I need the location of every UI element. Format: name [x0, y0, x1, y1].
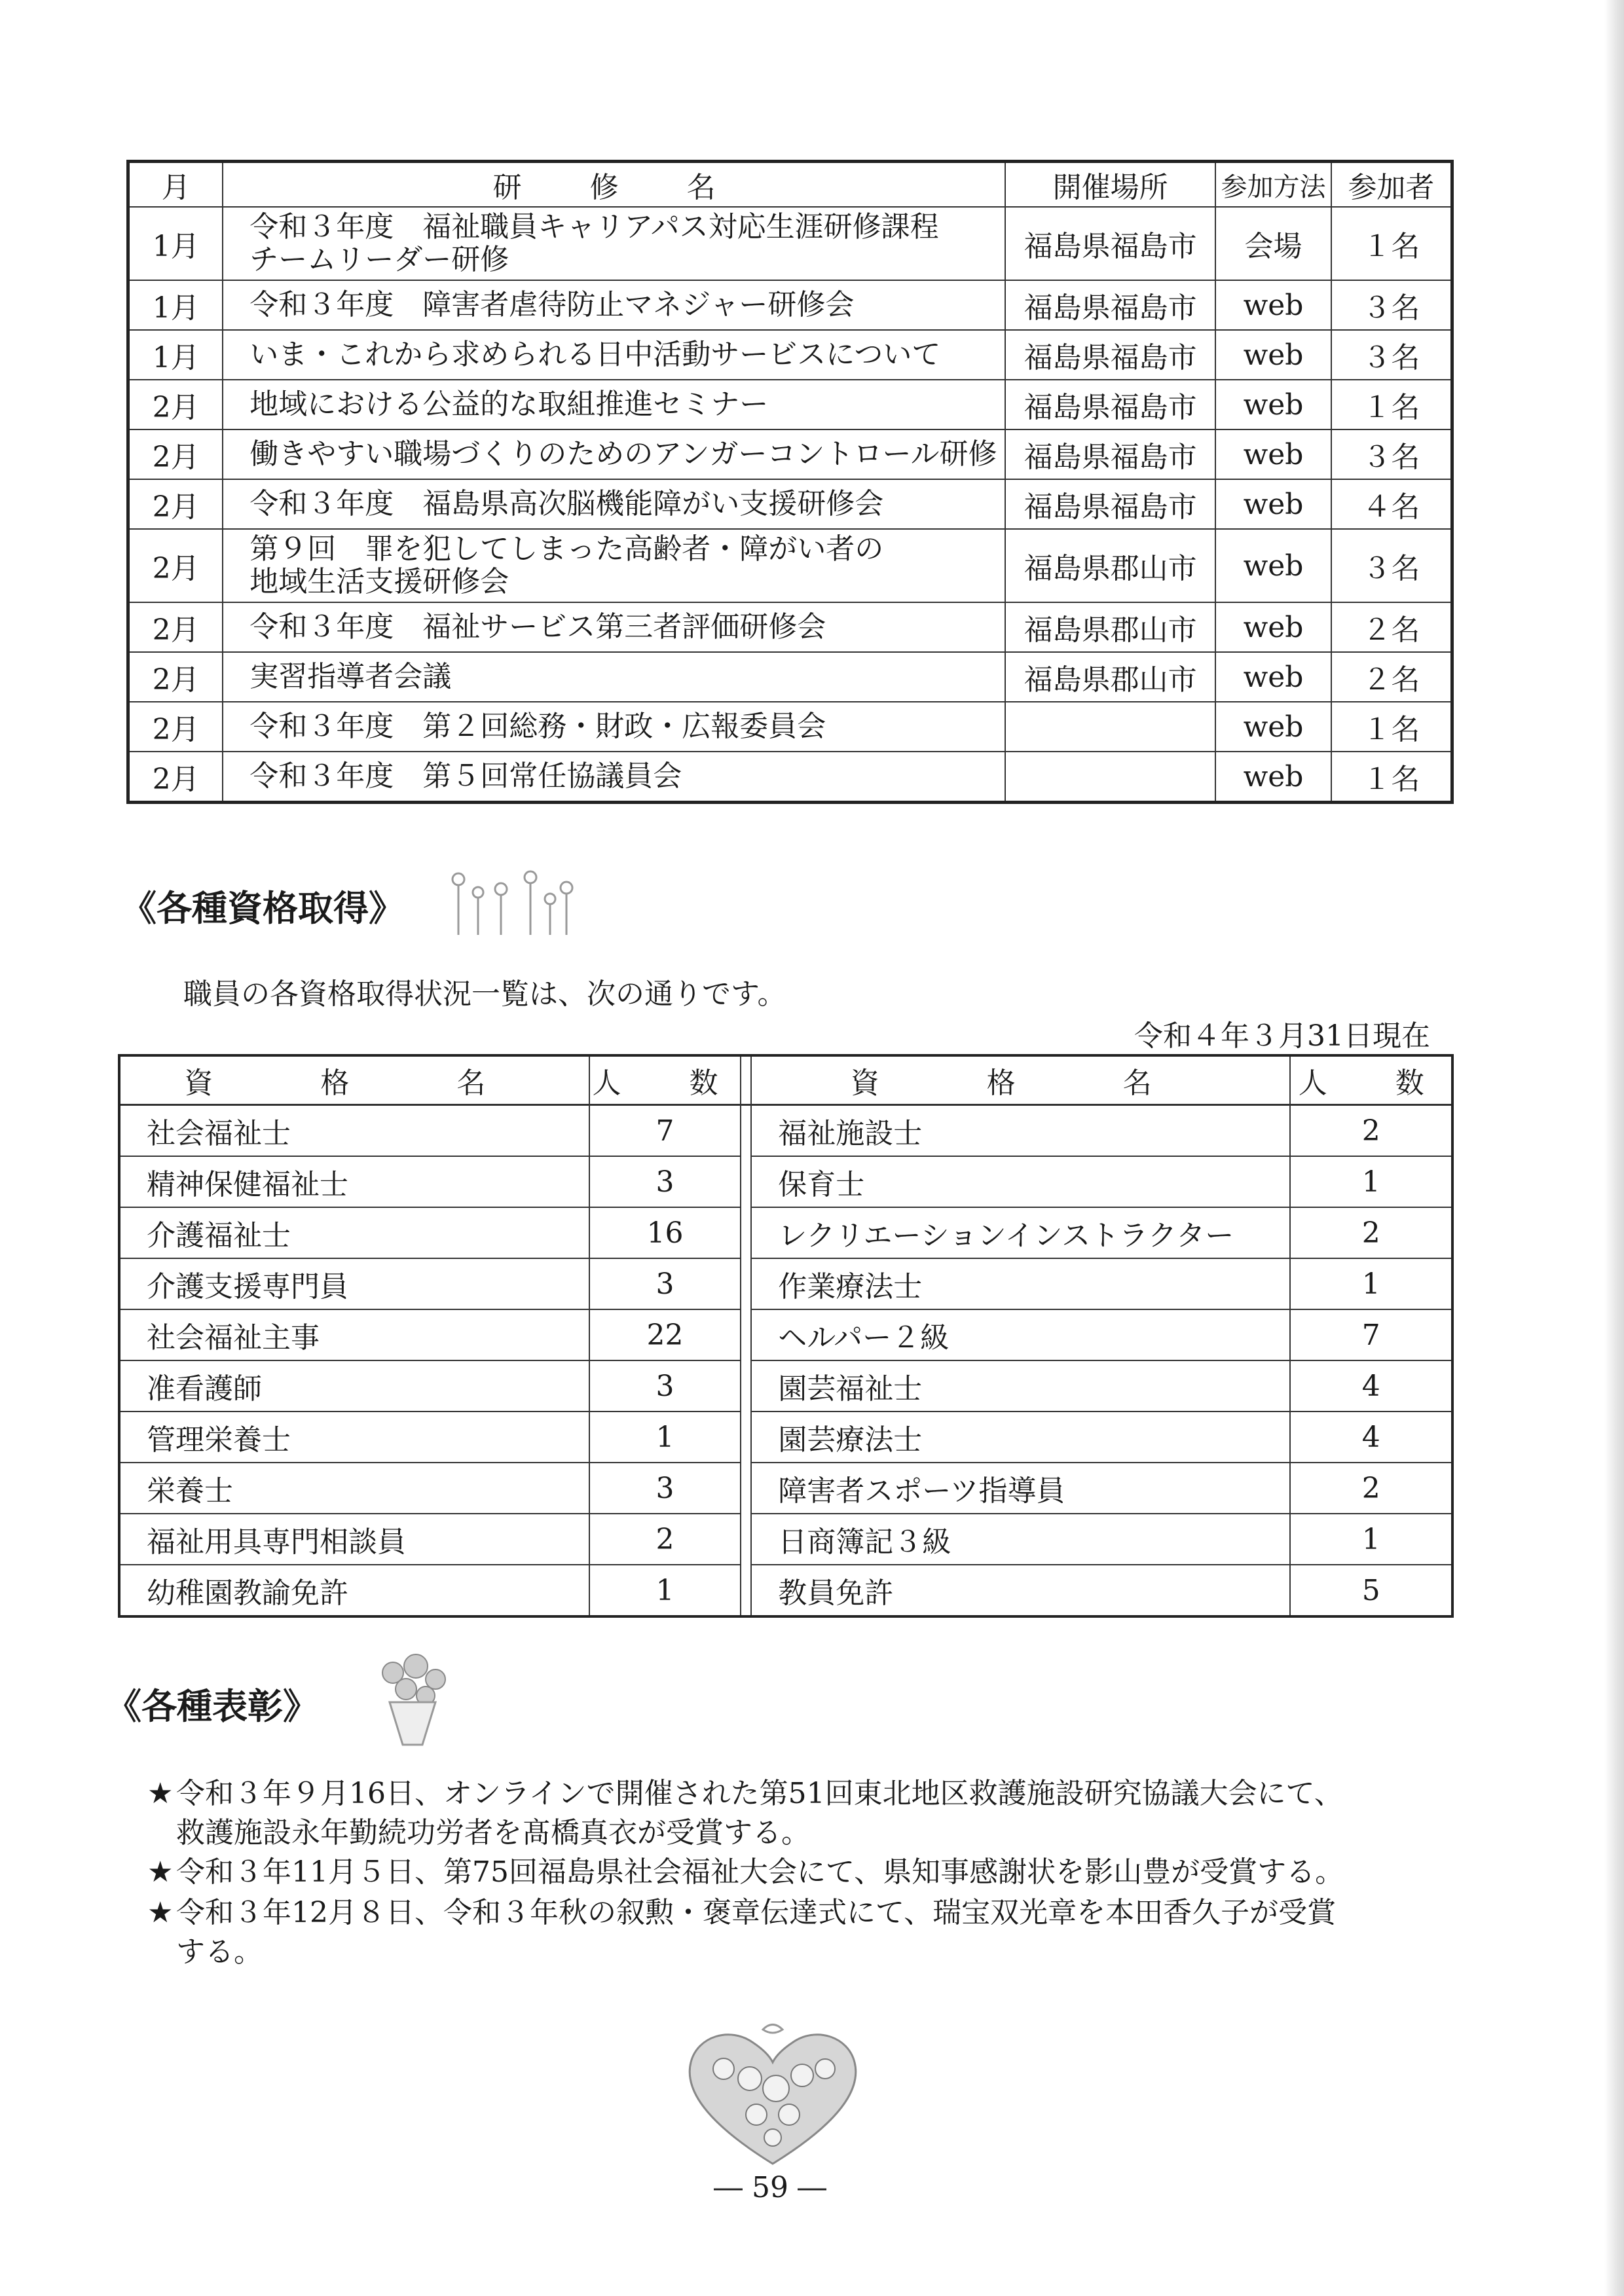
training-name-cell: 実習指導者会議: [223, 652, 1005, 702]
qualification-name-cell: レクリエーションインストラクター: [751, 1207, 1290, 1258]
venue-cell: 福島県福島市: [1005, 280, 1215, 330]
column-gap: [741, 1360, 751, 1412]
month-cell: 2月: [128, 380, 223, 429]
table-row: [128, 330, 1452, 380]
column-gap: [741, 1105, 751, 1157]
column-gap: [741, 1412, 751, 1463]
participant-count-cell: ３名: [1331, 429, 1452, 479]
qualification-count-cell: 3: [589, 1258, 741, 1309]
table-row: [119, 1463, 1452, 1514]
table-row: [128, 479, 1452, 529]
flowers-decoration-icon: [439, 863, 589, 941]
award-item: [147, 1774, 1457, 1853]
qualification-name-cell: 社会福祉士: [119, 1105, 589, 1157]
page-number: ― 59 ―: [714, 2171, 826, 2204]
month-cell: 2月: [128, 752, 223, 803]
page-edge-shadow: [1604, 0, 1624, 2296]
awards-heading: 《各種表彰》: [106, 1686, 318, 1727]
table-row: [119, 1207, 1452, 1258]
qualification-count-cell: 22: [589, 1309, 741, 1360]
qualification-count-cell: 2: [1290, 1207, 1452, 1258]
qualification-count-cell: 4: [1290, 1412, 1452, 1463]
qualification-name-cell: ヘルパー２級: [751, 1309, 1290, 1360]
qualification-name-cell: 精神保健福祉士: [119, 1156, 589, 1207]
qualifications-heading: 《各種資格取得》: [121, 888, 404, 929]
table-row: [128, 652, 1452, 702]
month-cell: 2月: [128, 529, 223, 602]
flower-heart-wreath-icon: [678, 2016, 868, 2174]
award-item: [147, 1893, 1457, 1972]
qualification-name-cell: 園芸療法士: [751, 1412, 1290, 1463]
qualification-name-cell: 社会福祉主事: [119, 1309, 589, 1360]
training-name-line: 令和３年度 福祉職員キャリアパス対応生涯研修課程: [249, 210, 939, 244]
training-name-cell: [223, 529, 1005, 602]
training-name-cell: 令和３年度 第２回総務・財政・広報委員会: [223, 702, 1005, 752]
method-cell: web: [1215, 602, 1331, 652]
training-header-row: [128, 162, 1452, 208]
participant-count-cell: ２名: [1331, 652, 1452, 702]
qualification-count-cell: 3: [589, 1360, 741, 1412]
header-training-name: 研 修 名: [223, 162, 1005, 208]
qualification-count-cell: 1: [589, 1412, 741, 1463]
header-method: 参加方法: [1215, 162, 1331, 208]
participant-count-cell: １名: [1331, 702, 1452, 752]
training-name-cell: 令和３年度 第５回常任協議員会: [223, 752, 1005, 803]
training-name-line: 第９回 罪を犯してしまった高齢者・障がい者の: [249, 532, 884, 566]
qualification-name-cell: 福祉施設士: [751, 1105, 1290, 1157]
column-gap: [741, 1258, 751, 1309]
participant-count-cell: ３名: [1331, 330, 1452, 380]
training-name-cell: 地域における公益的な取組推進セミナー: [223, 380, 1005, 429]
qualifications-header-row: [119, 1055, 1452, 1105]
qualification-count-cell: 2: [589, 1514, 741, 1565]
qualification-count-cell: 2: [1290, 1463, 1452, 1514]
participant-count-cell: １名: [1331, 380, 1452, 429]
qualification-name-cell: 福祉用具専門相談員: [119, 1514, 589, 1565]
training-name-cell: 令和３年度 障害者虐待防止マネジャー研修会: [223, 280, 1005, 330]
month-cell: 2月: [128, 479, 223, 529]
qualification-name-cell: 管理栄養士: [119, 1412, 589, 1463]
venue-cell: [1005, 752, 1215, 803]
table-row: [119, 1412, 1452, 1463]
table-row: [119, 1360, 1452, 1412]
participant-count-cell: １名: [1331, 752, 1452, 803]
venue-cell: 福島県福島市: [1005, 207, 1215, 280]
table-row: [128, 529, 1452, 602]
qualification-count-cell: 7: [1290, 1309, 1452, 1360]
method-cell: web: [1215, 429, 1331, 479]
header-venue: 開催場所: [1005, 162, 1215, 208]
training-name-cell: 令和３年度 福島県高次脳機能障がい支援研修会: [223, 479, 1005, 529]
award-line: 救護施設永年勤続功労者を髙橋真衣が受賞する。: [176, 1816, 810, 1850]
qualification-name-cell: 栄養士: [119, 1463, 589, 1514]
header-month: 月: [128, 162, 223, 208]
qualification-name-cell: 保育士: [751, 1156, 1290, 1207]
header-participants: 参加者: [1331, 162, 1452, 208]
qualification-count-cell: 2: [1290, 1105, 1452, 1157]
participant-count-cell: ４名: [1331, 479, 1452, 529]
participant-count-cell: ３名: [1331, 529, 1452, 602]
qualification-name-cell: 教員免許: [751, 1565, 1290, 1616]
qualification-count-cell: 1: [1290, 1156, 1452, 1207]
month-cell: 2月: [128, 602, 223, 652]
training-name-cell: 働きやすい職場づくりのためのアンガーコントロール研修: [223, 429, 1005, 479]
award-text: 令和３年９月16日、オンラインで開催された第51回東北地区救護施設研究協議大会にて、: [176, 1777, 1343, 1810]
month-cell: 1月: [128, 330, 223, 380]
venue-cell: 福島県福島市: [1005, 429, 1215, 479]
qualification-count-cell: 1: [1290, 1514, 1452, 1565]
column-gap: [741, 1514, 751, 1565]
qualification-name-cell: 介護福祉士: [119, 1207, 589, 1258]
training-name-line: 地域生活支援研修会: [249, 565, 509, 598]
qualification-count-cell: 1: [589, 1565, 741, 1616]
method-cell: web: [1215, 529, 1331, 602]
training-name-cell: [223, 207, 1005, 280]
month-cell: 2月: [128, 652, 223, 702]
method-cell: web: [1215, 652, 1331, 702]
venue-cell: 福島県福島市: [1005, 479, 1215, 529]
header-qualification-name: 資 格 名: [119, 1055, 589, 1105]
training-name-cell: いま・これから求められる日中活動サービスについて: [223, 330, 1005, 380]
method-cell: web: [1215, 330, 1331, 380]
method-cell: web: [1215, 280, 1331, 330]
award-text: 令和３年11月５日、第75回福島県社会福祉大会にて、県知事感謝状を影山豊が受賞する。: [176, 1855, 1344, 1889]
qualification-count-cell: 5: [1290, 1565, 1452, 1616]
table-row: [119, 1156, 1452, 1207]
table-row: [119, 1105, 1452, 1157]
table-row: [128, 752, 1452, 803]
table-row: [128, 280, 1452, 330]
month-cell: 2月: [128, 702, 223, 752]
qualification-count-cell: 4: [1290, 1360, 1452, 1412]
qualification-count-cell: 3: [589, 1156, 741, 1207]
qualification-name-cell: 障害者スポーツ指導員: [751, 1463, 1290, 1514]
table-row: [119, 1565, 1452, 1616]
table-row: [128, 207, 1452, 280]
qualification-name-cell: 日商簿記３級: [751, 1514, 1290, 1565]
award-line: [147, 1774, 1457, 1813]
column-gap: [741, 1463, 751, 1514]
table-row: [119, 1309, 1452, 1360]
training-name-line: チームリーダー研修: [249, 243, 509, 276]
as-of-date: 令和４年３月31日現在: [1134, 1019, 1430, 1053]
venue-cell: 福島県郡山市: [1005, 529, 1215, 602]
table-row: [128, 380, 1452, 429]
method-cell: web: [1215, 752, 1331, 803]
star-icon: ★: [147, 1777, 174, 1810]
column-gap: [741, 1309, 751, 1360]
qualification-name-cell: 介護支援専門員: [119, 1258, 589, 1309]
training-name-cell: 令和３年度 福祉サービス第三者評価研修会: [223, 602, 1005, 652]
bouquet-decoration-icon: [363, 1647, 462, 1751]
table-row: [128, 602, 1452, 652]
header-qualification-name: 資 格 名: [751, 1055, 1290, 1105]
star-icon: ★: [147, 1855, 174, 1889]
qualifications-table: [118, 1054, 1454, 1618]
qualifications-intro: 職員の各資格取得状況一覧は、次の通りです。: [183, 977, 786, 1011]
award-text: 令和３年12月８日、令和３年秋の叙勲・褒章伝達式にて、瑞宝双光章を本田香久子が受賞: [176, 1896, 1337, 1929]
venue-cell: 福島県郡山市: [1005, 652, 1215, 702]
method-cell: web: [1215, 479, 1331, 529]
header-count: 人 数: [1290, 1055, 1452, 1105]
header-count: 人 数: [589, 1055, 741, 1105]
column-gap: [741, 1156, 751, 1207]
month-cell: 1月: [128, 280, 223, 330]
qualification-name-cell: 幼稚園教諭免許: [119, 1565, 589, 1616]
award-line: [147, 1853, 1457, 1892]
star-icon: ★: [147, 1896, 174, 1929]
qualification-count-cell: 7: [589, 1105, 741, 1157]
table-row: [128, 702, 1452, 752]
venue-cell: 福島県福島市: [1005, 380, 1215, 429]
award-item: [147, 1853, 1457, 1892]
qualification-name-cell: 作業療法士: [751, 1258, 1290, 1309]
qualification-name-cell: 園芸福祉士: [751, 1360, 1290, 1412]
column-gap: [741, 1055, 751, 1105]
venue-cell: 福島県郡山市: [1005, 602, 1215, 652]
method-cell: web: [1215, 380, 1331, 429]
qualification-count-cell: 3: [589, 1463, 741, 1514]
venue-cell: 福島県福島市: [1005, 330, 1215, 380]
qualification-count-cell: 16: [589, 1207, 741, 1258]
participant-count-cell: ３名: [1331, 280, 1452, 330]
training-table: [126, 160, 1454, 804]
venue-cell: [1005, 702, 1215, 752]
qualification-count-cell: 1: [1290, 1258, 1452, 1309]
table-row: [119, 1514, 1452, 1565]
award-line: [147, 1893, 1457, 1933]
participant-count-cell: ２名: [1331, 602, 1452, 652]
month-cell: 1月: [128, 207, 223, 280]
table-row: [128, 429, 1452, 479]
method-cell: web: [1215, 702, 1331, 752]
month-cell: 2月: [128, 429, 223, 479]
column-gap: [741, 1207, 751, 1258]
award-line: する。: [176, 1935, 263, 1969]
qualification-name-cell: 准看護師: [119, 1360, 589, 1412]
column-gap: [741, 1565, 751, 1616]
table-row: [119, 1258, 1452, 1309]
method-cell: 会場: [1215, 207, 1331, 280]
participant-count-cell: １名: [1331, 207, 1452, 280]
